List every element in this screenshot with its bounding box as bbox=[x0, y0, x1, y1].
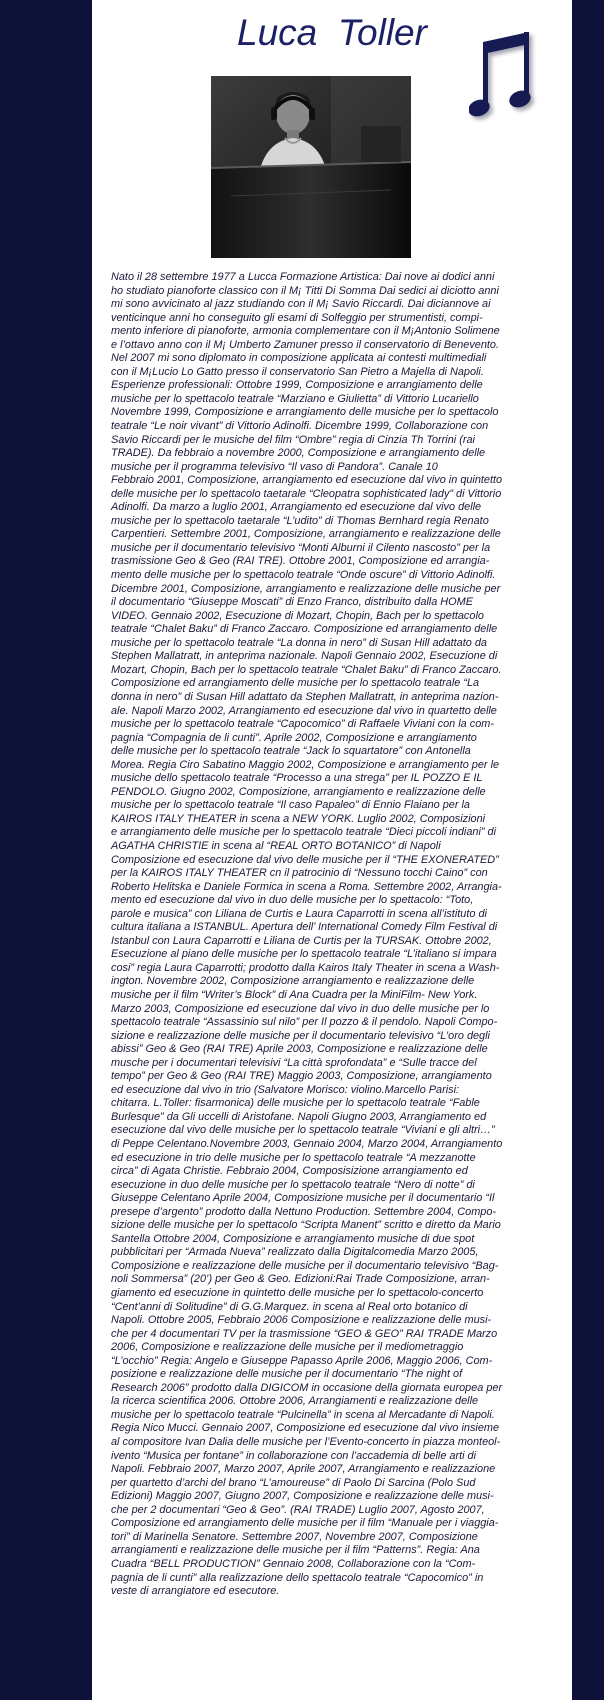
bio-line: pagnia de li cunti” alla realizzazione dello spettacolo teatrale “Capocomico” in bbox=[111, 1571, 484, 1584]
bio-line: sizione e realizzazione delle musiche per il documentario televisivo “L’oro degli bbox=[111, 1029, 490, 1042]
bio-line: Napoli. Ottobre 2005, Febbraio 2006 Composizione e realizzazione delle musi- bbox=[111, 1314, 492, 1327]
bio-line: teatrale “Le noir vivant” di Vittorio Adinolfi. Dicembre 1999, Collaborazione con bbox=[111, 420, 489, 433]
bio-line: che per 2 documentari “Geo & Geo”. (RAI TRADE) Luglio 2007, Agosto 2007, bbox=[111, 1503, 485, 1516]
bio-line: giamento ed esecuzione in quintetto delle musiche per lo spettacolo-concerto bbox=[111, 1287, 484, 1300]
bio-line: Savio Riccardi per le musiche del film “Ombre” regia di Cinzia Th Torrini (rai bbox=[111, 433, 475, 446]
bio-line: il documentario “Giuseppe Moscati” di Enzo Franco, distribuito dalla HOME bbox=[111, 596, 473, 609]
bio-line: “Cent’anni di Solitudine” di G.G.Marquez. in scena al Real orto botanico di bbox=[111, 1300, 468, 1313]
bio-line: ington. Novembre 2002, Composizione arrangiamento e realizzazione delle bbox=[111, 975, 475, 988]
bio-line: con il M¡Lucio Lo Gatto presso il conservatorio San Pietro a Majella di Napoli. bbox=[111, 365, 484, 378]
bio-line: Giuseppe Celentano Aprile 2004, Composizione musiche per il documentario “Il bbox=[111, 1192, 495, 1205]
bio-line: donna in nero” di Susan Hill adattato da Stephen Mallatratt, in anteprima nazion- bbox=[111, 690, 499, 703]
bio-line: AGATHA CHRISTIE in scena al “REAL ORTO BOTANICO” di Napoli bbox=[111, 839, 441, 852]
bio-line: musiche per il documentario televisivo “Monti Alburni il Cilento nascosto” per la bbox=[111, 541, 491, 554]
bio-line: Stephen Mallatratt, in anteprima nazionale. Napoli Gennaio 2002, Esecuzione di bbox=[111, 650, 498, 663]
bio-line: veste di arrangiatore ed esecutore. bbox=[111, 1585, 280, 1598]
bio-line: Nel 2007 mi sono diplomato in composizione applicata ai contesti multimediali bbox=[111, 352, 487, 365]
artist-photo bbox=[211, 76, 411, 258]
bio-line: Marzo 2003, Composizione ed esecuzione dal vivo in duo delle musiche per lo bbox=[111, 1002, 490, 1015]
bio-line: cultura italiana a ISTANBUL. Apertura dell’ International Comedy Film Festival di bbox=[111, 921, 498, 934]
bio-line: venticinque anni ho conseguito gli esami di Solfeggio per strumentisti, compi- bbox=[111, 311, 483, 324]
bio-line: al compositore Ivan Dalia delle musiche per l’Evento-concerto in piazza monteol- bbox=[111, 1436, 501, 1449]
bio-line: Morea. Regia Ciro Sabatino Maggio 2002, Composizione e arrangiamento per le bbox=[111, 758, 500, 771]
bio-line: Regia Nico Mucci. Gennaio 2007, Composizione ed esecuzione dal vivo insieme bbox=[111, 1422, 500, 1435]
bio-line: esecuzione in duo delle musiche per lo spettacolo teatrale “Nero di notte” di bbox=[111, 1178, 475, 1191]
bio-line: musche per i documentari televisivi “La città sprofondata” e “Sulle tracce del bbox=[111, 1056, 477, 1069]
bio-line: musiche per il programma televisivo “Il vaso di Pandora”. Canale 10 bbox=[111, 460, 438, 473]
bio-line: Istanbul con Laura Caparrotti e Liliana de Curtis per la TURSAK. Ottobre 2002, bbox=[111, 934, 492, 947]
bio-line: VIDEO. Gennaio 2002, Esecuzione di Mozart, Chopin, Bach per lo spettacolo bbox=[111, 609, 484, 622]
bio-line: musiche dello spettacolo teatrale “Processo a una strega” per IL POZZO E IL bbox=[111, 772, 483, 785]
bio-line: per la KAIROS ITALY THEATER cn il patrocinio di “Nessuno tocchi Caino” con bbox=[111, 867, 488, 880]
bio-line: e l’ottavo anno con il M¡ Umberto Zamuner presso il conservatorio di Benevento. bbox=[111, 338, 500, 351]
bio-line: Mozart, Chopin, Bach per lo spettacolo teatrale “Chalet Baku” di Franco Zaccaro. bbox=[111, 663, 502, 676]
bio-line: musiche per il film “Writer’s Block” di Ana Cuadra per la MiniFilm- New York. bbox=[111, 988, 478, 1001]
bio-line: mento inferiore di pianoforte, armonia complementare con il M¡Antonio Solimene bbox=[111, 325, 500, 338]
bio-line: mento delle musiche per lo spettacolo teatrale “Onde oscure” di Vittorio Adinolfi. bbox=[111, 569, 496, 582]
bio-line: pagnia “Compagnia de li cunti”. Aprile 2002, Composizione e arrangiamento bbox=[111, 731, 477, 744]
bio-line: musiche per lo spettacolo teatrale “Il caso Papaleo” di Ennio Flaiano per la bbox=[111, 799, 470, 812]
bio-line: Adinolfi. Da marzo a luglio 2001, Arrangiamento ed esecuzione dal vivo delle bbox=[111, 501, 482, 514]
bio-line: e arrangiamento delle musiche per lo spettacolo teatrale “Dieci piccoli indiani” di bbox=[111, 826, 497, 839]
bio-line: pubblicitari per “Armada Nueva” realizzato dalla Digitalcomedia Marzo 2005, bbox=[111, 1246, 479, 1259]
bio-line: noli Sommersa” (20’) per Geo & Geo. Edizioni:Rai Trade Composizione, arran- bbox=[111, 1273, 490, 1286]
content-panel bbox=[92, 0, 572, 1700]
bio-line: parole e musica” con Liliana de Curtis e Laura Caparrotti in scena all’istituto di bbox=[111, 907, 487, 920]
bio-line: tori” di Marinella Senatore. Settembre 2007, Novembre 2007, Composizione bbox=[111, 1530, 478, 1543]
bio-line: ed esecuzione dal vivo in trio (Salvatore Morisco: violino.Marcello Parisi: bbox=[111, 1083, 460, 1096]
bio-line: ale. Napoli Marzo 2002, Arrangiamento ed esecuzione dal vivo in quartetto delle bbox=[111, 704, 497, 717]
bio-line: sizione delle musiche per lo spettacolo “Scripta Manent” scritto e diretto da Mario bbox=[111, 1219, 501, 1232]
bio-line: “L’occhio” Regia: Angelo e Giuseppe Papasso Aprile 2006, Maggio 2006, Com- bbox=[111, 1354, 493, 1367]
bio-line: teatrale “Chalet Baku” di Franco Zaccaro. Composizione ed arrangiamento delle bbox=[111, 623, 498, 636]
bio-line: Santella Ottobre 2004, Composizione e arrangiamento musiche di due spot bbox=[111, 1232, 475, 1245]
bio-line: mi sono avvicinato al jazz studiando con il M¡ Savio Riccardi. Dai diciannove ai bbox=[111, 298, 491, 311]
bio-line: ivento “Musica per fontane” in collaborazione con l’accademia di belle arti di bbox=[111, 1449, 477, 1462]
bio-line: Composizione ed arrangiamento delle musiche per lo spettacolo teatrale “La bbox=[111, 677, 480, 690]
page-title: Luca Toller bbox=[237, 12, 427, 53]
bio-line: esecuzione dal vivo delle musiche per lo spettacolo teatrale “Viviani e gli altri…” bbox=[111, 1124, 495, 1137]
bio-line: mento ed esecuzione dal vivo in duo delle musiche per lo spettacolo: “Toto, bbox=[111, 894, 474, 907]
bio-line: Edizioni) Maggio 2007, Giugno 2007, Composizione e realizzazione delle musi- bbox=[111, 1490, 494, 1503]
bio-line: chitarra. L.Toller: fisarmonica) delle musiche per lo spettacolo teatrale “Fable bbox=[111, 1097, 480, 1110]
bio-line: Composizione ed esecuzione dal vivo delle musiche per il “THE EXONERATED” bbox=[111, 853, 499, 866]
bio-line: cosi” regia Laura Caparrotti; prodotto dalla Kairos Italy Theater in scena a Wash- bbox=[111, 961, 500, 974]
bio-line: TRADE). Da febbraio a novembre 2000, Composizione e arrangiamento delle bbox=[111, 447, 486, 460]
bio-line: di Peppe Celentano.Novembre 2003, Gennaio 2004, Marzo 2004, Arrangiamento bbox=[111, 1138, 503, 1150]
bio-line: spettacolo teatrale “Assassinio sul nilo” per Il pozzo & il pendolo. Napoli Compo- bbox=[111, 1016, 498, 1029]
bio-line: musiche per lo spettacolo teatrale “Pulcinella” in scena al Mercadante di Napoli. bbox=[111, 1408, 495, 1421]
bio-line: Composizione ed arrangiamento delle musiche per il film “Manuale per i viaggia- bbox=[111, 1517, 499, 1530]
bio-line: 2006, Composizione e realizzazione delle musiche per il mediometraggio bbox=[111, 1341, 464, 1354]
bio-line: ho studiato pianoforte classico con il M¡ Titti Di Somma Dai sedici ai diciotto anni bbox=[111, 284, 499, 297]
bio-line: tempo” per Geo & Geo (RAI TRE) Maggio 2003, Composizione, arrangiamento bbox=[111, 1070, 492, 1083]
bio-line: KAIROS ITALY THEATER in scena a NEW YORK. Luglio 2002, Composizioni bbox=[111, 812, 486, 825]
bio-line: ed esecuzione in trio delle musiche per lo spettacolo teatrale “A mezzanotte bbox=[111, 1151, 476, 1164]
bio-line: arrangiamenti e realizzazione delle musiche per il film “Patterns”. Regia: Ana bbox=[111, 1544, 480, 1557]
bio-line: Napoli. Febbraio 2007, Marzo 2007, Aprile 2007, Arrangiamento e realizzazione bbox=[111, 1463, 496, 1476]
bio-line: posizione e realizzazione delle musiche per il documentario “The night of bbox=[111, 1368, 463, 1381]
bio-line: musiche per lo spettacolo teatrale “Marziano e Giulietta” di Vittorio Lucariello bbox=[111, 392, 479, 405]
bio-line: Burlesque” da Gli uccelli di Aristofane. Napoli Giugno 2003, Arrangiamento ed bbox=[111, 1110, 487, 1123]
bio-line: Research 2006” prodotto dalla DIGICOM in occasione della giornata europea per bbox=[111, 1381, 503, 1394]
bio-line: Composizione e realizzazione delle musiche per il documentario televisivo “Bag- bbox=[111, 1259, 499, 1272]
bio-line: Roberto Helitska e Daniele Formica in scena a Roma. Settembre 2002, Arrangia- bbox=[111, 880, 502, 893]
biography-text bbox=[111, 271, 548, 1599]
bio-line: trasmissione Geo & Geo (RAI TRE). Ottobre 2001, Composizione ed arrangia- bbox=[111, 555, 490, 568]
bio-line: circa” di Agata Christie. Febbraio 2004, Composisizione arrangiamento ed bbox=[111, 1165, 468, 1178]
bio-line: Cuadra “BELL PRODUCTION” Gennaio 2008, Collaborazione con la “Com- bbox=[111, 1557, 476, 1570]
bio-line: musiche per lo spettacolo taetarale “L’udito” di Thomas Bernhard regia Renato bbox=[111, 514, 489, 527]
bio-line: delle musiche per lo spettacolo taetarale “Cleopatra sophisticated lady” di Vittorio bbox=[111, 487, 502, 500]
bio-line: musiche per lo spettacolo teatrale “La donna in nero” di Susan Hill adattato da bbox=[111, 636, 487, 649]
music-note-icon bbox=[469, 28, 541, 128]
bio-line: delle musiche per lo spettacolo teatrale “Jack lo squartatore” con Antonella bbox=[111, 745, 471, 758]
bio-line: Carpentieri. Settembre 2001, Composizione, arrangiamento e realizzazione delle bbox=[111, 528, 501, 541]
bio-line: la ricerca scientifica 2006. Ottobre 2006, Arrangiamenti e realizzazione delle bbox=[111, 1395, 479, 1408]
bio-line: Esperienze professionali: Ottobre 1999, Composizione e arrangiamento delle bbox=[111, 379, 483, 392]
bio-line: per quartetto d’archi del brano “L’amoureuse” di Paolo Di Sarcina (Polo Sud bbox=[111, 1476, 476, 1489]
bio-line: Novembre 1999, Composizione e arrangiamento delle musiche per lo spettacolo bbox=[111, 406, 499, 419]
bio-line: Dicembre 2001, Composizione, arrangiamento e realizzazione delle musiche per bbox=[111, 582, 501, 595]
bio-line: Esecuzione al piano delle musiche per lo spettacolo teatrale “L’italiano si impara bbox=[111, 948, 497, 961]
bio-line: presepe d’argento” prodotto dalla Nettuno Production. Settembre 2004, Compo- bbox=[111, 1205, 497, 1218]
bio-line: musiche per lo spettacolo teatrale “Capocomico” di Raffaele Viviani con la com- bbox=[111, 718, 494, 731]
bio-line: che per 4 documentari TV per la trasmissione “GEO & GEO” RAI TRADE Marzo bbox=[111, 1327, 498, 1340]
bio-line: PENDOLO. Giugno 2002, Composizione, arrangiamento e realizzazione delle bbox=[111, 785, 486, 798]
bio-line: Nato il 28 settembre 1977 a Lucca Formazione Artistica: Dai nove ai dodici anni bbox=[111, 271, 495, 283]
bio-line: Febbraio 2001, Composizione, arrangiamento ed esecuzione dal vivo in quintetto bbox=[111, 474, 503, 487]
bio-line: abissi” Geo & Geo (RAI TRE) Aprile 2003, Composizione e realizzazione delle bbox=[111, 1043, 488, 1056]
